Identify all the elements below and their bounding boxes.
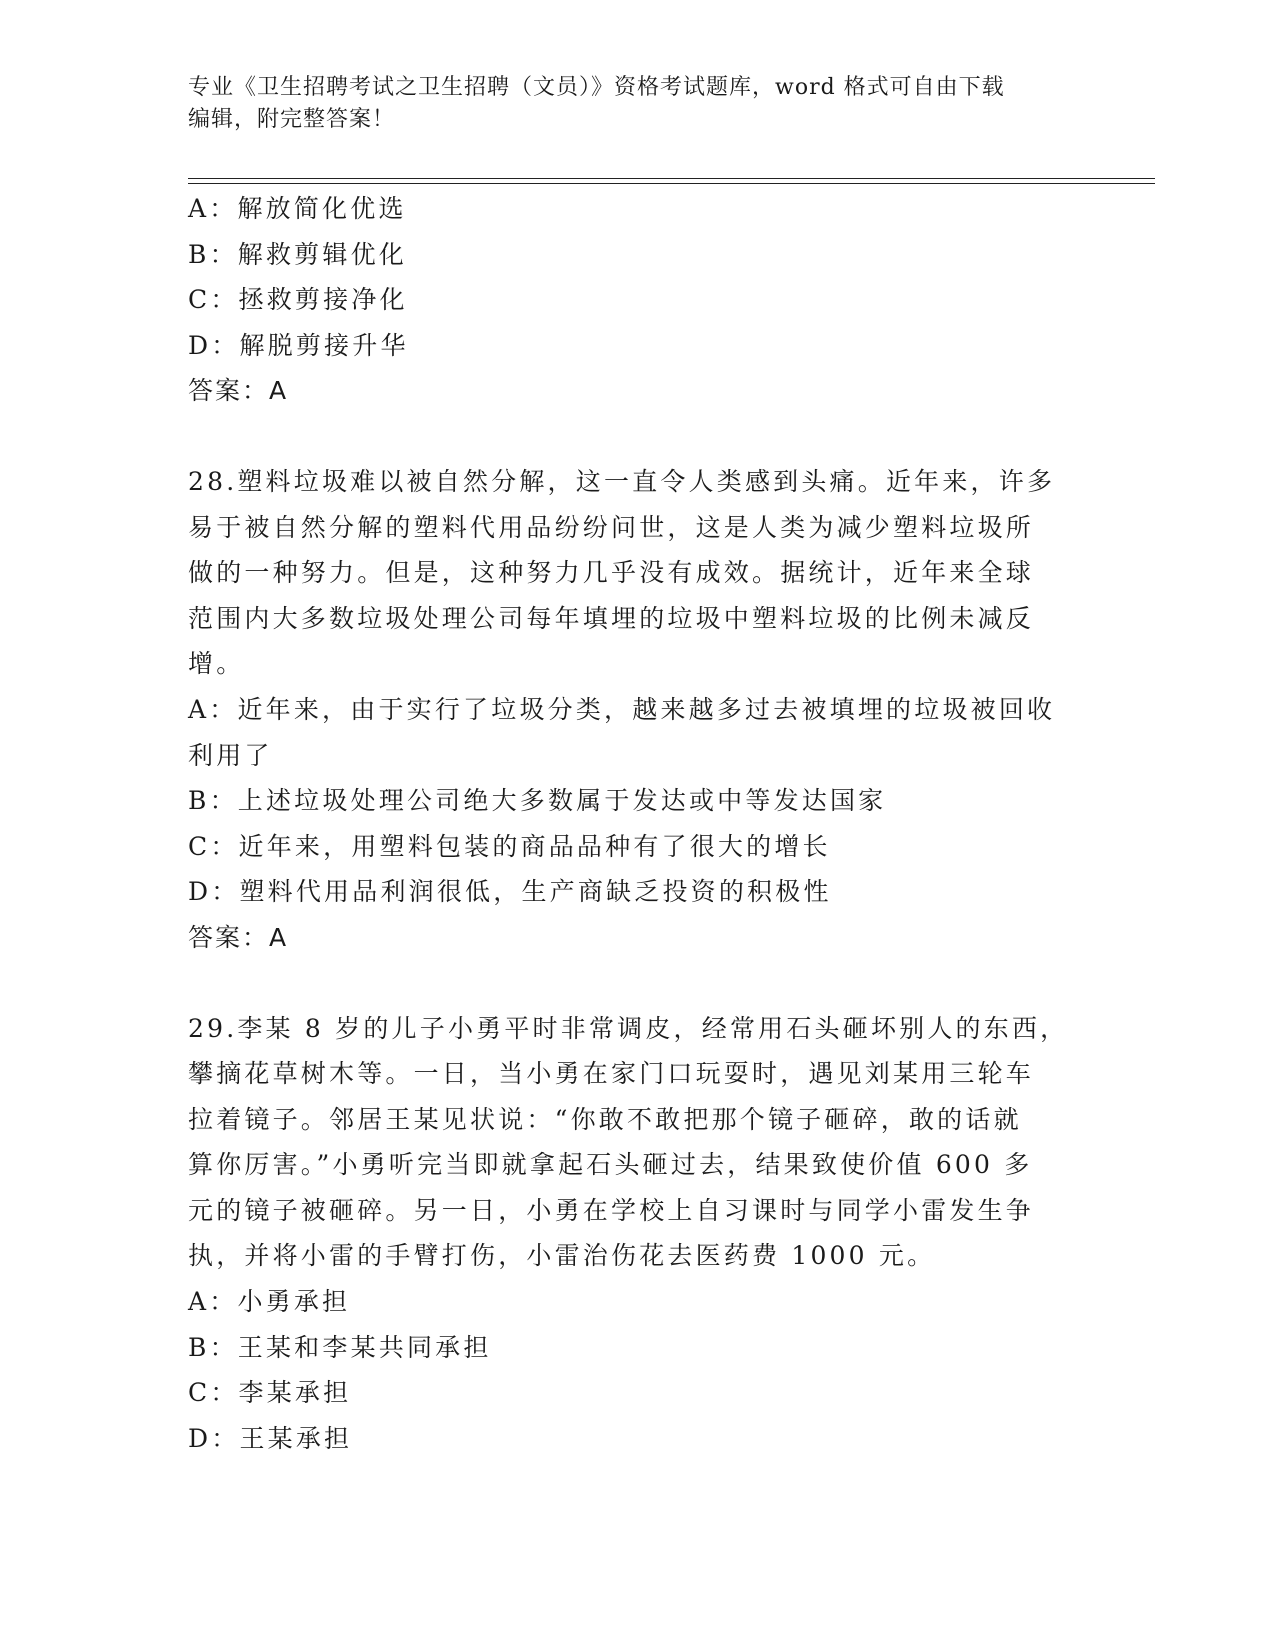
question-stem-line: 29.李某 8 岁的儿子小勇平时非常调皮，经常用石头砸坏别人的东西， — [188, 1013, 1069, 1043]
document-header — [188, 72, 1068, 136]
question-stem-line: 范围内大多数垃圾处理公司每年填埋的垃圾中塑料垃圾的比例未减反 — [188, 603, 1035, 633]
option-c: C：近年来，用塑料包装的商品品种有了很大的增长 — [188, 831, 831, 861]
option-d: D：王某承担 — [188, 1423, 353, 1453]
question-stem-line: 拉着镜子。邻居王某见状说：“你敢不敢把那个镜子砸碎，敢的话就 — [188, 1104, 1022, 1134]
option-c: C：李某承担 — [188, 1378, 352, 1408]
question-stem-line: 元的镜子被砸碎。另一日，小勇在学校上自习课时与同学小雷发生争 — [188, 1195, 1035, 1225]
spacer — [188, 961, 1088, 1006]
question-stem-line: 执，并将小雷的手臂打伤，小雷治伤花去医药费 1000 元。 — [188, 1241, 936, 1271]
option-a: A：解放简化优选 — [188, 194, 407, 223]
question-stem-line: 做的一种努力。但是，这种努力几乎没有成效。据统计，近年来全球 — [188, 558, 1035, 588]
question-stem-line: 易于被自然分解的塑料代用品纷纷问世，这是人类为减少塑料垃圾所 — [188, 512, 1035, 542]
question-27-options — [188, 186, 1088, 414]
question-stem-line: 28.塑料垃圾难以被自然分解，这一直令人类感到头痛。近年来，许多 — [188, 466, 1056, 496]
spacer — [188, 414, 1088, 459]
question-28 — [188, 459, 1088, 961]
question-content — [188, 186, 1088, 1461]
option-a: A：近年来，由于实行了垃圾分类，越来越多过去被填埋的垃圾被回收 — [188, 694, 1056, 724]
header-line-2: 编辑，附完整答案！ — [188, 107, 396, 132]
question-stem-line: 算你厉害。”小勇听完当即就拿起石头砸过去，结果致使价值 600 多 — [188, 1150, 1033, 1180]
header-divider-bottom — [188, 183, 1155, 184]
option-d: D：解脱剪接升华 — [188, 330, 409, 360]
option-b: B：解救剪辑优化 — [188, 239, 407, 269]
option-a: A：小勇承担 — [188, 1287, 351, 1317]
header-line-1: 专业《卫生招聘考试之卫生招聘（文员）》资格考试题库，word 格式可自由下载 — [188, 75, 1005, 100]
option-d: D：塑料代用品利润很低，生产商缺乏投资的积极性 — [188, 877, 832, 907]
question-stem-line: 增。 — [188, 649, 245, 679]
option-a-continued: 利用了 — [188, 740, 273, 770]
header-divider-top — [188, 178, 1155, 179]
answer-line: 答案：A — [188, 376, 289, 406]
option-b: B：王某和李某共同承担 — [188, 1332, 492, 1362]
option-c: C：拯救剪接净化 — [188, 285, 408, 315]
question-29 — [188, 1006, 1088, 1462]
option-b: B：上述垃圾处理公司绝大多数属于发达或中等发达国家 — [188, 786, 887, 816]
answer-line: 答案：A — [188, 922, 289, 952]
question-stem-line: 攀摘花草树木等。一日，当小勇在家门口玩耍时，遇见刘某用三轮车 — [188, 1059, 1035, 1089]
